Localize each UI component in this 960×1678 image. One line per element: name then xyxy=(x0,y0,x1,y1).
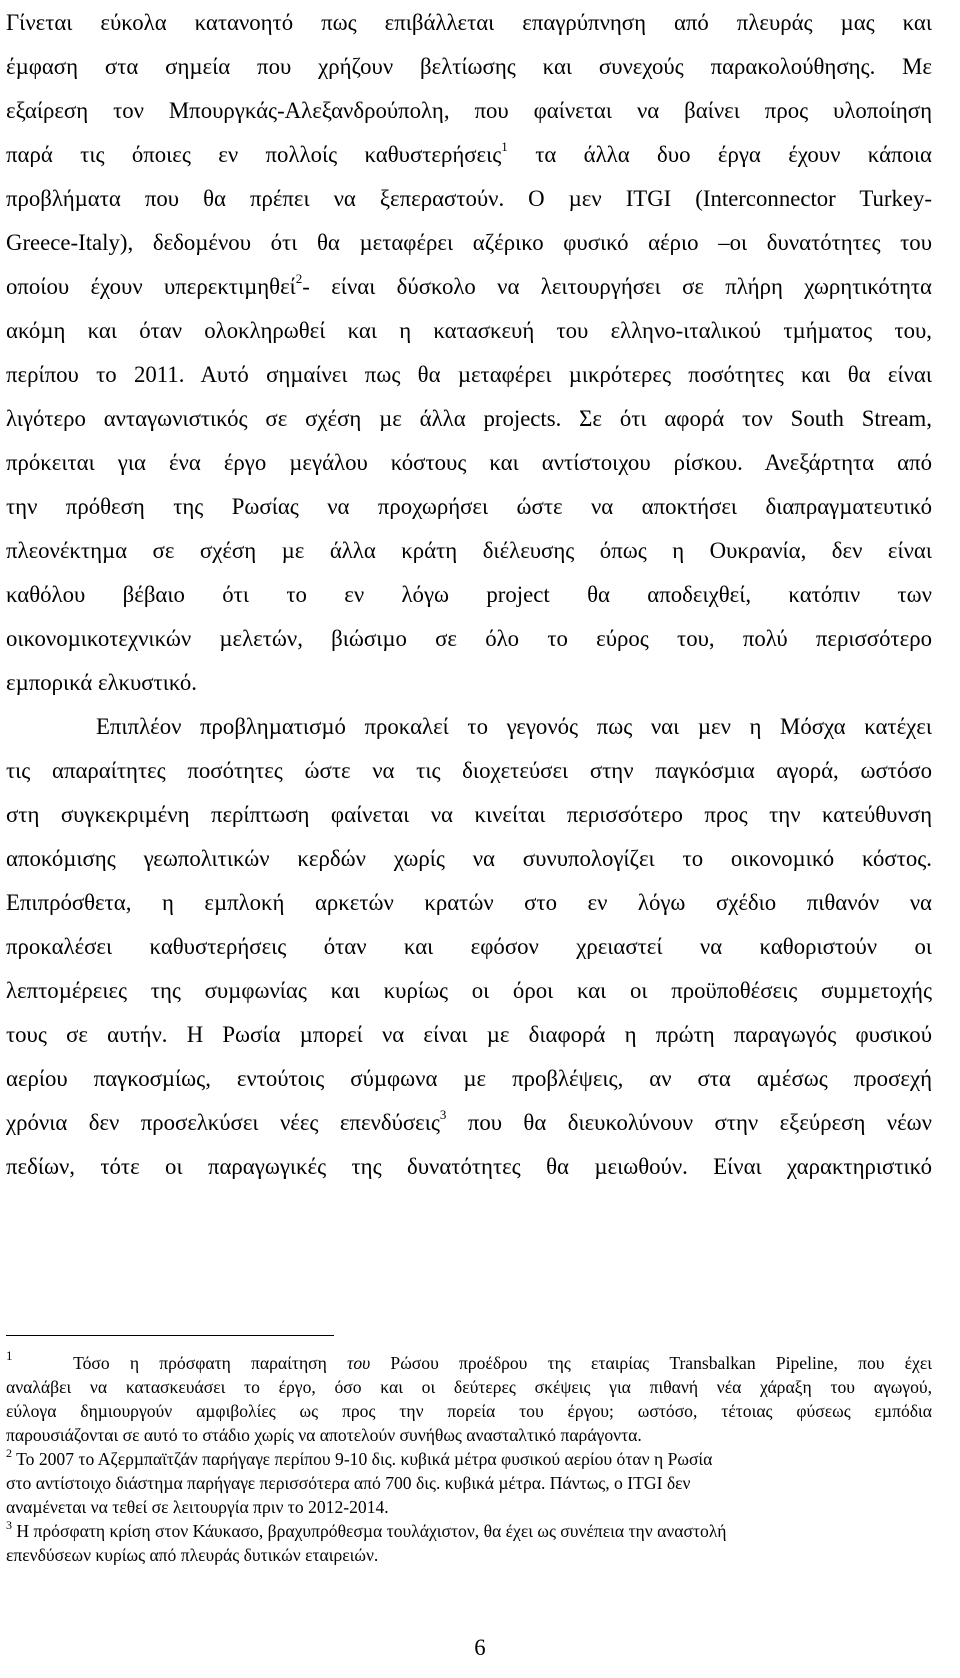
body-line: πρόκειται για ένα έργο µεγάλου κόστους και αντίστοιχου ρίσκου. Ανεξάρτητα από xyxy=(6,450,932,475)
body-line: λεπτοµέρειες της συµφωνίας και κυρίως οι όροι και οι προϋποθέσεις συµµετοχής xyxy=(6,978,932,1003)
body-line: πεδίων, τότε οι παραγωγικές της δυνατότητες θα µειωθούν. Είναι χαρακτηριστικό xyxy=(6,1154,932,1179)
body-line: πλεονέκτηµα σε σχέση µε άλλα κράτη διέλευσης όπως η Ουκρανία, δεν είναι xyxy=(6,538,932,563)
footnote-2: $^2$ Το 2007 το Αζερµπαϊτζάν παρήγαγε περίπου 9-10 δις. κυβικά µέτρα φυσικού αερίου όταν η Ρωσία xyxy=(6,1446,713,1469)
footnote-3: $^3$ Η πρόσφατη κρίση στον Κάυκασο, βραχυπρόθεσµα τουλάχιστον, θα έχει ως συνέπεια την αναστολή xyxy=(6,1518,727,1541)
body-line: οικονοµικοτεχνικών µελετών, βιώσιµο σε όλο το εύρος του, πολύ περισσότερο xyxy=(6,626,932,651)
body-line: αερίου παγκοσµίως, εντούτοις σύµφωνα µε προβλέψεις, αν στα αµέσως προσεχή xyxy=(6,1066,932,1091)
body-line: εµπορικά ελκυστικό. xyxy=(6,670,197,695)
body-line: την πρόθεση της Ρωσίας να προχωρήσει ώστε να αποκτήσει διαπραγµατευτικό xyxy=(6,494,932,519)
page-number: 6 xyxy=(474,1635,486,1660)
body-line: λιγότερο ανταγωνιστικός σε σχέση µε άλλα projects. Σε ότι αφορά τον South Stream, xyxy=(6,406,932,431)
body-line: χρόνια δεν προσελκύσει νέες επενδύσεις$^3$ που θα διευκολύνουν στην εξεύρεση νέων xyxy=(6,1107,932,1135)
body-line: έµφαση στα σηµεία που χρήζουν βελτίωσης και συνεχούς παρακολούθησης. Με xyxy=(6,54,932,79)
body-line: Greece-Italy), δεδοµένου ότι θα µεταφέρει αζέρικο φυσικό αέριο –οι δυνατότητες του xyxy=(6,230,932,255)
footnote-3-line: επενδύσεων κυρίως από πλευράς δυτικών εταιρειών. xyxy=(6,1545,379,1565)
footnote-mark: 1 xyxy=(6,1348,13,1363)
footnote-1: $^1$ Τόσο η πρόσφατη παραίτηση του Ρώσου προέδρου της εταιρίας Transbalkan Pipeline, που έχει xyxy=(6,1348,932,1373)
footnote-ref-1: 1 xyxy=(501,139,508,154)
body-line: προβλήµατα που θα πρέπει να ξεπεραστούν. Ο µεν ITGI (Interconnector Turkey- xyxy=(6,186,932,211)
footnote-ref-2: 2 xyxy=(295,271,303,286)
footnote-ref-3: 3 xyxy=(439,1107,447,1122)
body-line: οποίου έχουν υπερεκτιµηθεί$^2$- είναι δύσκολο να λειτουργήσει σε πλήρη χωρητικότητα xyxy=(6,271,933,299)
body-line: εξαίρεση τον Μπουργκάς-Αλεξανδρούπολη, που φαίνεται να βαίνει προς υλοποίηση xyxy=(6,98,932,123)
footnote-1-line: αναλάβει να κατασκευάσει το έργο, όσο και οι δεύτερες σκέψεις για πιθανή νέα χάραξη του αγωγού, xyxy=(6,1377,932,1397)
footnote-1-line: παρουσιάζονται σε αυτό το στάδιο χωρίς να αποτελούν συνήθως ανασταλτικό παράγοντα. xyxy=(6,1425,642,1445)
footnote-mark: 3 xyxy=(6,1518,12,1532)
footnote-mark: 2 xyxy=(6,1446,12,1460)
body-line: Επιπρόσθετα, η εµπλοκή αρκετών κρατών στο εν λόγω σχέδιο πιθανόν να xyxy=(6,890,932,915)
body-line: αποκόµισης γεωπολιτικών κερδών χωρίς να συνυπολογίζει το οικονοµικό κόστος. xyxy=(6,846,932,871)
footnote-2-line: στο αντίστοιχο διάστηµα παρήγαγε περισσότερα από 700 δις. κυβικά µέτρα. Πάντως, ο ITGI δεν xyxy=(6,1473,691,1493)
body-line: προκαλέσει καθυστερήσεις όταν και εφόσον χρειαστεί να καθοριστούν οι xyxy=(6,934,932,959)
body-line: τις απαραίτητες ποσότητες ώστε να τις διοχετεύσει στην παγκόσµια αγορά, ωστόσο xyxy=(6,758,932,783)
footnote-separator xyxy=(6,1335,334,1336)
footnote-2-line: αναµένεται να τεθεί σε λειτουργία πριν το 2012-2014. xyxy=(6,1497,389,1517)
body-line: Γίνεται εύκολα κατανοητό πως επιβάλλεται επαγρύπνηση από πλευράς µας και xyxy=(6,10,932,35)
body-line: τους σε αυτήν. Η Ρωσία µπορεί να είναι µε διαφορά η πρώτη παραγωγός φυσικού xyxy=(6,1022,932,1047)
body-line: ακόµη και όταν ολοκληρωθεί και η κατασκευή του ελληνο-ιταλικού τµήµατος του, xyxy=(6,318,932,343)
body-line: καθόλου βέβαιο ότι το εν λόγω project θα αποδειχθεί, κατόπιν των xyxy=(6,582,932,607)
body-line: παρά τις όποιες εν πολλοίς καθυστερήσεις$^1$ τα άλλα δυο έργα έχουν κάποια xyxy=(6,139,933,167)
body-line: περίπου το 2011. Αυτό σηµαίνει πως θα µεταφέρει µικρότερες ποσότητες και θα είναι xyxy=(6,362,932,387)
footnote-1-line: εύλογα δηµιουργούν αµφιβολίες ως προς την πορεία του έργου; ωστόσο, τέτοιας φύσεως εµπόδια xyxy=(6,1401,932,1421)
body-line: στη συγκεκριµένη περίπτωση φαίνεται να κινείται περισσότερο προς την κατεύθυνση xyxy=(6,802,932,827)
body-line: Επιπλέον προβληµατισµό προκαλεί το γεγονός πως ναι µεν η Μόσχα κατέχει xyxy=(96,714,932,739)
